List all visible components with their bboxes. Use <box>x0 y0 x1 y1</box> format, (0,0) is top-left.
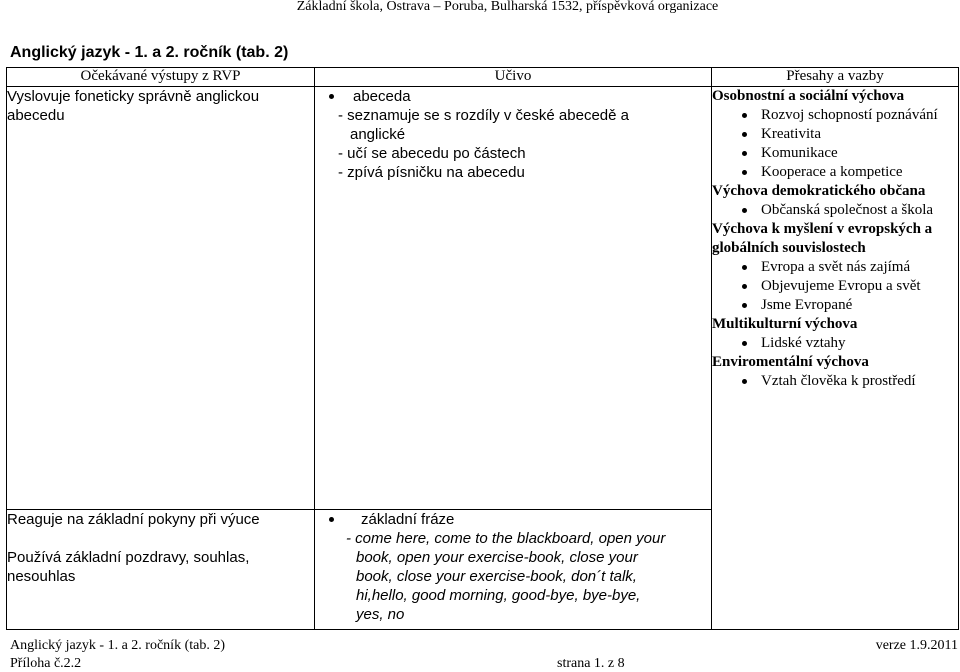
link-item-label: Občanská společnost a škola <box>761 202 934 218</box>
links-cell <box>712 87 959 630</box>
topic-line: - učí se abecedu po částech <box>338 145 526 162</box>
link-list <box>712 201 958 220</box>
link-list <box>712 258 958 315</box>
bullet-icon <box>742 341 747 346</box>
bullet-icon <box>742 265 747 270</box>
bullet-icon <box>329 517 334 522</box>
outcome-text: Reaguje na základní pokyny při výuce <box>7 511 260 528</box>
topic-line: yes, no <box>356 606 405 623</box>
topic-line: book, close your exercise-book, don´t talk, <box>356 568 637 585</box>
topic-list <box>315 510 711 529</box>
footer-attachment: Příloha č.2.2 <box>10 656 82 671</box>
category-heading: Výchova demokratického občana <box>712 183 926 199</box>
topic-cell <box>315 510 712 630</box>
list-item <box>712 277 958 296</box>
bullet-icon <box>742 132 747 137</box>
link-item-label: Jsme Evropané <box>761 297 853 313</box>
list-item <box>712 258 958 277</box>
list-item <box>315 87 711 106</box>
outcome-text: Vyslovuje foneticky správně anglickou abecedu <box>7 88 260 124</box>
list-item <box>712 201 958 220</box>
topic-line: - seznamuje se s rozdíly v české abecedě a <box>338 107 629 124</box>
bullet-icon <box>742 303 747 308</box>
list-item <box>712 372 958 391</box>
bullet-icon <box>742 379 747 384</box>
category-heading: Enviromentální výchova <box>712 354 869 370</box>
page-title: Anglický jazyk - 1. a 2. ročník (tab. 2) <box>10 44 289 61</box>
link-item-label: Kreativita <box>761 126 821 142</box>
link-item-label: Evropa a svět nás zajímá <box>761 259 911 275</box>
list-item <box>712 125 958 144</box>
curriculum-table <box>6 67 959 630</box>
bullet-icon <box>742 208 747 213</box>
topic-line: book, open your exercise-book, close your <box>356 549 638 566</box>
link-list <box>712 372 958 391</box>
topic-line: anglické <box>350 126 406 143</box>
bullet-icon <box>742 151 747 156</box>
topic-cell <box>315 87 712 510</box>
link-list <box>712 334 958 353</box>
list-item <box>712 144 958 163</box>
bullet-icon <box>742 170 747 175</box>
category-heading: Osobnostní a sociální výchova <box>712 88 905 104</box>
footer-title: Anglický jazyk - 1. a 2. ročník (tab. 2) <box>10 638 225 653</box>
bullet-icon <box>329 94 334 99</box>
list-item <box>712 296 958 315</box>
link-item-label: Vztah člověka k prostředí <box>761 373 916 389</box>
link-item-label: Komunikace <box>761 145 838 161</box>
topic-line: - zpívá písničku na abecedu <box>338 164 525 181</box>
table-header-row <box>7 68 959 87</box>
column-header-curriculum: Učivo <box>315 68 712 87</box>
outcome-text: Používá základní pozdravy, souhlas, nesouhlas <box>7 549 250 585</box>
link-item-label: Lidské vztahy <box>761 335 846 351</box>
topic-list <box>315 87 711 106</box>
table-row <box>7 87 959 510</box>
column-header-outcomes: Očekávané výstupy z RVP <box>7 68 315 87</box>
link-item-label: Kooperace a kompetice <box>761 164 903 180</box>
link-item-label: Rozvoj schopností poznávání <box>761 107 938 123</box>
topic-title: abeceda <box>353 88 411 105</box>
outcome-cell <box>7 510 315 630</box>
link-item-label: Objevujeme Evropu a svět <box>761 278 921 294</box>
topic-line: - come here, come to the blackboard, open your <box>346 530 666 547</box>
bullet-icon <box>742 284 747 289</box>
category-heading: Výchova k myšlení v evropských a globálních souvislostech <box>712 221 933 256</box>
topic-title: základní fráze <box>361 511 455 528</box>
list-item <box>712 334 958 353</box>
bullet-icon <box>742 113 747 118</box>
column-header-links: Přesahy a vazby <box>712 68 959 87</box>
footer-version: verze 1.9.2011 <box>875 638 958 653</box>
category-heading: Multikulturní výchova <box>712 316 858 332</box>
outcome-cell <box>7 87 315 510</box>
link-list <box>712 106 958 182</box>
list-item <box>315 510 711 529</box>
list-item <box>712 106 958 125</box>
list-item <box>712 163 958 182</box>
topic-line: hi,hello, good morning, good-bye, bye-bye, <box>356 587 641 604</box>
page-number: strana 1. z 8 <box>557 656 625 671</box>
running-header: Základní škola, Ostrava – Poruba, Bulharská 1532, příspěvková organizace <box>296 0 719 14</box>
